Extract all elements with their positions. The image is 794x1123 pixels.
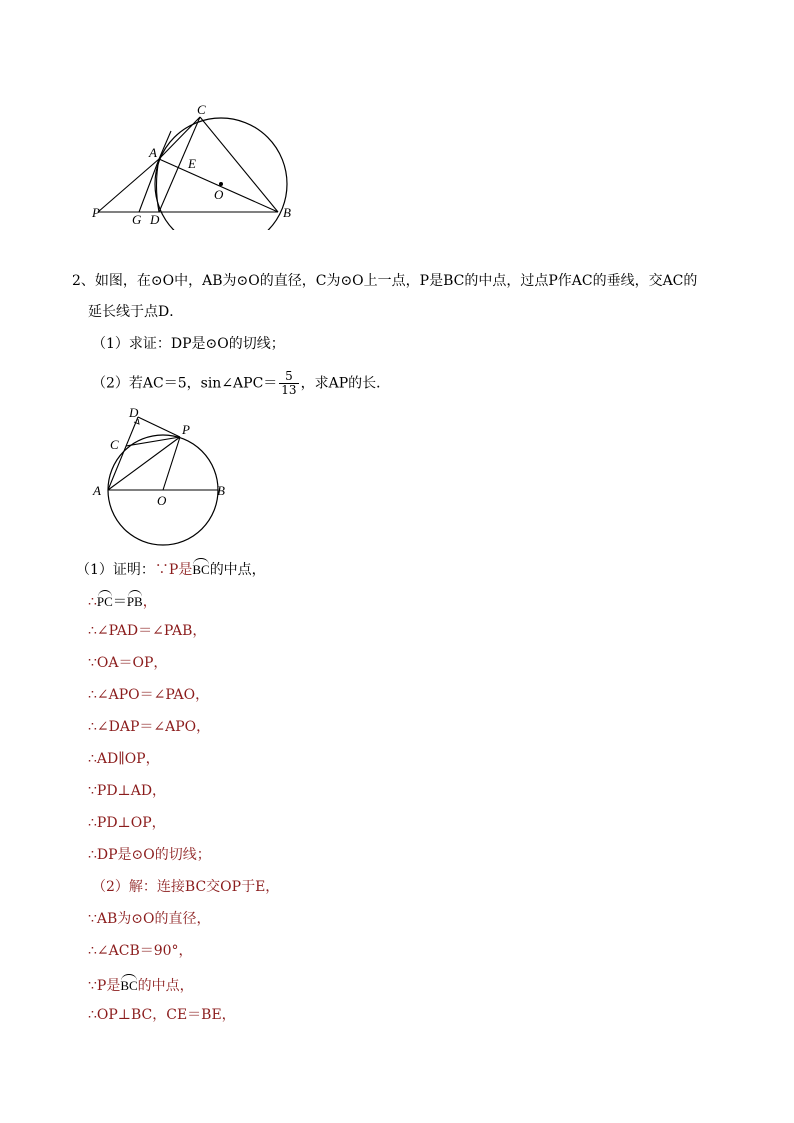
solution-prefix: （1）证明： bbox=[76, 562, 155, 578]
arc-bc-symbol: BC bbox=[192, 558, 209, 579]
equals-symbol: ＝ bbox=[112, 594, 127, 610]
problem-2-line-2: 延长线于点D． bbox=[88, 304, 184, 320]
label-o: O bbox=[214, 187, 224, 202]
solution-step: ∴AD∥OP， bbox=[88, 751, 160, 767]
arc-bc-symbol: BC bbox=[120, 974, 137, 995]
label-c2: C bbox=[110, 437, 119, 452]
question-2-prefix: （2）若AC＝5，sin∠APC＝ bbox=[92, 375, 278, 392]
solution-part-2-head: （2）解：连接BC交OP于E， bbox=[92, 879, 280, 895]
label-d: D bbox=[150, 212, 160, 227]
label-a: A bbox=[149, 145, 157, 160]
solution-line-2 bbox=[88, 590, 157, 611]
solution-step: ∵AB为⊙O的直径， bbox=[88, 911, 211, 927]
figure-2 bbox=[88, 402, 238, 547]
figure-2-svg bbox=[88, 402, 238, 547]
fraction-denominator: 13 bbox=[281, 383, 297, 397]
solution-step: ∴∠APO＝∠PAO， bbox=[88, 687, 210, 703]
label-b2: B bbox=[217, 483, 225, 498]
arc-pc-symbol: PC bbox=[97, 590, 113, 611]
center-dot-1 bbox=[219, 182, 223, 186]
arc-pb-symbol: PB bbox=[127, 590, 143, 611]
fraction-numerator: 5 bbox=[279, 370, 298, 384]
label-c: C bbox=[197, 102, 206, 117]
label-g: G bbox=[132, 212, 142, 227]
solution-line-1 bbox=[76, 558, 266, 579]
line-pa bbox=[98, 159, 159, 212]
solution-because-p: ∵P是 bbox=[154, 562, 193, 578]
line-ac bbox=[159, 117, 200, 159]
solution-step: ∴OP⊥BC，CE＝BE， bbox=[88, 1007, 236, 1023]
circle-o-1 bbox=[155, 118, 287, 230]
solution-step: ∴∠ACB＝90°， bbox=[88, 943, 193, 959]
solution-midpoint-text: 的中点， bbox=[209, 562, 266, 578]
line-dp bbox=[138, 417, 180, 437]
label-b: B bbox=[283, 205, 291, 220]
solution-step: ∴∠PAD＝∠PAB， bbox=[88, 623, 207, 639]
tangent-stub bbox=[159, 131, 171, 159]
because-p: ∵P是 bbox=[88, 978, 121, 994]
label-o2: O bbox=[157, 493, 167, 508]
fraction-5-13 bbox=[279, 370, 298, 397]
label-e: E bbox=[188, 156, 196, 171]
label-p: P bbox=[92, 205, 100, 220]
figure-1 bbox=[80, 95, 310, 230]
question-2-suffix: ，求AP的长． bbox=[300, 375, 391, 392]
solution-step: ∴PD⊥OP， bbox=[88, 815, 166, 831]
problem-text-line-1: 如图，在⊙O中，AB为⊙O的直径，C为⊙O上一点，P是BC的中点，过点P作AC的垂线，交AC的 bbox=[94, 273, 698, 289]
line-cb bbox=[200, 117, 278, 212]
line-cp bbox=[126, 437, 180, 446]
line-op bbox=[163, 437, 180, 490]
comma: ， bbox=[142, 594, 157, 610]
label-p2: P bbox=[182, 422, 190, 437]
problem-number: 2、 bbox=[72, 273, 95, 289]
label-a2: A bbox=[93, 483, 101, 498]
line-ab bbox=[159, 159, 278, 212]
therefore-symbol: ∴ bbox=[88, 594, 97, 610]
midpoint-text: 的中点， bbox=[137, 978, 194, 994]
solution-step: ∵OA＝OP， bbox=[88, 655, 168, 671]
solution-step: ∴∠DAP＝∠APO， bbox=[88, 719, 211, 735]
solution-step: ∵PD⊥AD， bbox=[88, 783, 167, 799]
question-1: （1）求证：DP是⊙O的切线； bbox=[92, 336, 285, 352]
question-2 bbox=[92, 370, 390, 397]
figure-1-svg bbox=[80, 95, 310, 230]
solution-p-midpoint bbox=[88, 974, 194, 995]
label-d2: D bbox=[129, 405, 139, 420]
problem-2-line-1 bbox=[72, 272, 697, 290]
solution-step: ∴DP是⊙O的切线； bbox=[88, 847, 211, 863]
